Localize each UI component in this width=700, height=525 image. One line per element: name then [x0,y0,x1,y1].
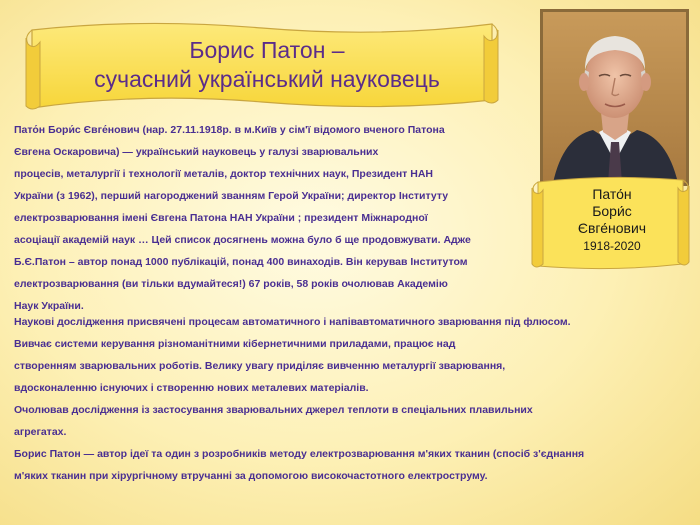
title-line-2: сучасний український науковець [94,66,440,92]
text-line: Пато́н Бори́с Євге́нович (нар. 27.11.1918р. в м.Київ у сім'ї відомого вченого Патона [14,124,445,136]
caption-text [542,186,682,254]
text-line: Наук України. [14,300,84,312]
slide-title [52,36,482,94]
research-paragraph [14,311,694,487]
text-line: електрозварювання імені Євгена Патона НАН України ; президент Міжнародної [14,212,428,224]
text-line: створенням зварювальних роботів. Велику увагу приділяє вивченню металургії зварювання, [14,360,506,372]
text-line: м'яких тканин при хірургічному втручанні за допомогою високочастотного електроструму. [14,470,488,482]
text-line: Вивчає системи керування різноманітними кібернетичними приладами, працює над [14,338,456,350]
text-line: асоціації академій наук … Цей список досягнень можна було б ще продовжувати. Адже [14,234,471,246]
portrait-photo [540,9,689,186]
biography-paragraph [14,119,534,317]
text-line: вдосконаленню існуючих і створенню нових металевих матеріалів. [14,382,369,394]
caption-name: Бори́с [592,203,632,219]
text-line: Борис Патон — автор ідеї та один з розробників методу електрозварювання м'яких тканин (спосіб з'єднання [14,448,585,460]
text-line: процесів, металургії і технології металів, доктор технічних наук, Президент НАН [14,168,433,180]
caption-dates: 1918-2020 [583,239,641,253]
portrait-caption [528,174,693,274]
caption-surname: Пато́н [592,186,632,202]
text-line: Євгена Оскаровича) — український науковець у галузі зварювальних [14,146,379,158]
portrait-image [543,12,686,183]
text-line: електрозварювання (ви тільки вдумайтеся!) 67 років, 58 років очолював Академію [14,278,448,290]
text-line: Б.Є.Патон – автор понад 1000 публікацій, понад 400 винаходів. Він керував Інститутом [14,256,468,268]
text-line: агрегатах. [14,426,67,438]
caption-patronymic: Євге́нович [577,220,647,236]
title-line-1: Борис Патон – [189,37,345,63]
text-line: України (з 1962), перший нагороджений званням Герой України; директор Інституту [14,190,449,202]
text-line: Очолював дослідження із застосування зварювальних джерел теплоти в спеціальних плавильних [14,404,533,416]
title-banner [22,16,500,116]
text-line: Наукові дослідження присвячені процесам автоматичного і напівавтоматичного зварювання під флюсом. [14,316,571,328]
